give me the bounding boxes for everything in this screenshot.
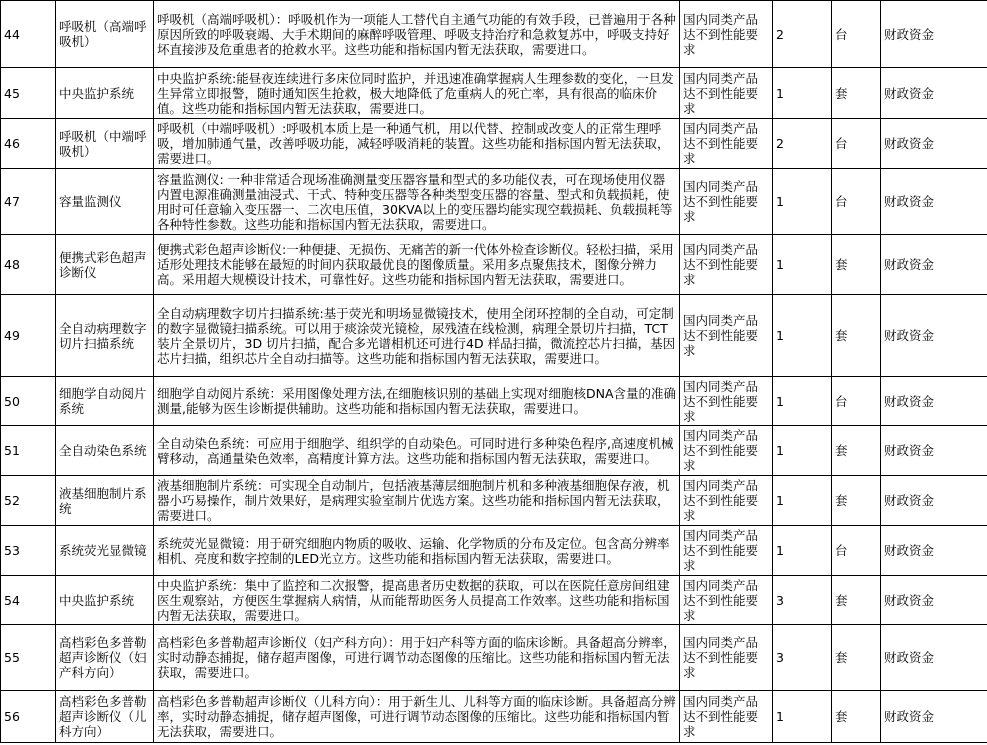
equipment-name: 便携式彩色超声诊断仪 <box>56 235 154 295</box>
unit: 套 <box>832 691 881 743</box>
quantity: 1 <box>773 235 832 295</box>
row-number: 55 <box>1 625 56 691</box>
quantity: 2 <box>773 119 832 169</box>
equipment-description: 中央监护系统：集中了监控和二次报警，提高患者历史数据的获取，可以在医院任意房间组建医生观察站，方便医生掌握病人病情，从而能帮助医务人员提高工作效率。这些功能和指标国内暂无法获取，需要进口。 <box>154 576 680 625</box>
quantity: 1 <box>773 426 832 476</box>
import-reason: 国内同类产品达不到性能要求 <box>680 1 773 68</box>
quantity: 2 <box>773 1 832 68</box>
unit: 套 <box>832 68 881 119</box>
import-reason: 国内同类产品达不到性能要求 <box>680 68 773 119</box>
table-row <box>1 169 987 235</box>
row-number: 52 <box>1 476 56 526</box>
fund-source: 财政资金 <box>881 426 987 476</box>
quantity: 1 <box>773 377 832 426</box>
row-number: 49 <box>1 295 56 377</box>
import-reason: 国内同类产品达不到性能要求 <box>680 691 773 743</box>
table-row <box>1 476 987 526</box>
equipment-name: 高档彩色多普勒超声诊断仪（儿科方向） <box>56 691 154 743</box>
unit: 套 <box>832 235 881 295</box>
quantity: 1 <box>773 526 832 576</box>
fund-source: 财政资金 <box>881 295 987 377</box>
equipment-name: 中央监护系统 <box>56 68 154 119</box>
table-row <box>1 377 987 426</box>
equipment-description: 呼吸机（中端呼吸机）:呼吸机本质上是一种通气机，用以代替、控制或改变人的正常生理呼吸，增加肺通气量，改善呼吸功能，减轻呼吸消耗的装置。这些功能和指标国内暂无法获取，需要进口。 <box>154 119 680 169</box>
table-row <box>1 426 987 476</box>
fund-source: 财政资金 <box>881 377 987 426</box>
table-row <box>1 119 987 169</box>
import-reason: 国内同类产品达不到性能要求 <box>680 169 773 235</box>
equipment-description: 中央监护系统:能昼夜连续进行多床位同时监护，并迅速准确掌握病人生理参数的变化，一旦发生异常立即报警，随时通知医生抢救，极大地降低了危重病人的死亡率，具有很高的临床价值。这些功能和指标国内暂无法获取，需要进口。 <box>154 68 680 119</box>
fund-source: 财政资金 <box>881 169 987 235</box>
row-number: 50 <box>1 377 56 426</box>
table-row <box>1 235 987 295</box>
row-number: 45 <box>1 68 56 119</box>
table-row <box>1 625 987 691</box>
table-row <box>1 576 987 625</box>
unit: 套 <box>832 476 881 526</box>
quantity: 1 <box>773 476 832 526</box>
import-reason: 国内同类产品达不到性能要求 <box>680 377 773 426</box>
import-reason: 国内同类产品达不到性能要求 <box>680 476 773 526</box>
import-reason: 国内同类产品达不到性能要求 <box>680 235 773 295</box>
equipment-name: 中央监护系统 <box>56 576 154 625</box>
fund-source: 财政资金 <box>881 68 987 119</box>
equipment-description: 全自动染色系统：可应用于细胞学、组织学的自动染色。可同时进行多种染色程序,高速度机械臂移动，高通量染色效率，高精度计算方法。这些功能和指标国内暂无法获取，需要进口。 <box>154 426 680 476</box>
equipment-name: 液基细胞制片系统 <box>56 476 154 526</box>
fund-source: 财政资金 <box>881 691 987 743</box>
table-row <box>1 691 987 743</box>
equipment-description: 液基细胞制片系统：可实现全自动制片，包括液基薄层细胞制片机和多种液基细胞保存液，机器小巧易操作，制片效果好，是病理实验室制片优选方案。这些功能和指标国内暂无法获取，需要进口。 <box>154 476 680 526</box>
unit: 台 <box>832 526 881 576</box>
unit: 台 <box>832 1 881 68</box>
table-body <box>1 1 987 743</box>
equipment-description: 高档彩色多普勒超声诊断仪（儿科方向）：用于新生儿、儿科等方面的临床诊断。具备超高分辨率，实时动静态捕捉，储存超声图像，可进行调节动态图像的压缩比。这些功能和指标国内暂无法获取，需要进口。 <box>154 691 680 743</box>
row-number: 51 <box>1 426 56 476</box>
row-number: 56 <box>1 691 56 743</box>
fund-source: 财政资金 <box>881 476 987 526</box>
fund-source: 财政资金 <box>881 576 987 625</box>
table-row <box>1 68 987 119</box>
equipment-name: 细胞学自动阅片系统 <box>56 377 154 426</box>
table-row <box>1 295 987 377</box>
fund-source: 财政资金 <box>881 119 987 169</box>
table-row <box>1 1 987 68</box>
equipment-description: 呼吸机（高端呼吸机）：呼吸机作为一项能人工替代自主通气功能的有效手段，已普遍用于各种原因所致的呼吸衰竭、大手术期间的麻醉呼吸管理、呼吸支持治疗和急救复苏中，呼吸支持好坏直接涉及危重患者的抢救水平。这些功能和指标国内暂无法获取，需要进口。 <box>154 1 680 68</box>
equipment-description: 全自动病理数字切片扫描系统:基于荧光和明场显微镜技术，使用全闭环控制的全自动，可定制的数字显微镜扫描系统。可以用于痰涂荧光镜检，尿残渣在线检测，病理全景切片扫描，TCT 装片全景切片，3D 切片扫描，配合多光谱相机还可进行4D 样品扫描，微流控芯片扫描，基因芯片扫描，组织芯片全自动扫描等。这些功能和指标国内暂无法获取，需要进口。 <box>154 295 680 377</box>
row-number: 44 <box>1 1 56 68</box>
unit: 台 <box>832 119 881 169</box>
fund-source: 财政资金 <box>881 235 987 295</box>
quantity: 3 <box>773 576 832 625</box>
row-number: 48 <box>1 235 56 295</box>
fund-source: 财政资金 <box>881 526 987 576</box>
row-number: 54 <box>1 576 56 625</box>
unit: 台 <box>832 377 881 426</box>
fund-source: 财政资金 <box>881 625 987 691</box>
fund-source: 财政资金 <box>881 1 987 68</box>
import-reason: 国内同类产品达不到性能要求 <box>680 295 773 377</box>
quantity: 1 <box>773 68 832 119</box>
import-reason: 国内同类产品达不到性能要求 <box>680 119 773 169</box>
import-reason: 国内同类产品达不到性能要求 <box>680 526 773 576</box>
equipment-name: 系统荧光显微镜 <box>56 526 154 576</box>
unit: 台 <box>832 169 881 235</box>
quantity: 1 <box>773 295 832 377</box>
row-number: 53 <box>1 526 56 576</box>
import-reason: 国内同类产品达不到性能要求 <box>680 625 773 691</box>
unit: 套 <box>832 295 881 377</box>
unit: 套 <box>832 625 881 691</box>
equipment-description: 系统荧光显微镜：用于研究细胞内物质的吸收、运输、化学物质的分布及定位。包含高分辨率相机、亮度和数字控制的LED光立方。这些功能和指标国内暂无法获取，需要进口。 <box>154 526 680 576</box>
unit: 套 <box>832 426 881 476</box>
equipment-name: 呼吸机（中端呼吸机） <box>56 119 154 169</box>
import-reason: 国内同类产品达不到性能要求 <box>680 426 773 476</box>
equipment-description: 高档彩色多普勒超声诊断仪（妇产科方向）：用于妇产科等方面的临床诊断。具备超高分辨率，实时动静态捕捉，储存超声图像，可进行调节动态图像的压缩比。这些功能和指标国内暂无法获取，需要进口。 <box>154 625 680 691</box>
import-reason: 国内同类产品达不到性能要求 <box>680 576 773 625</box>
equipment-description: 便携式彩色超声诊断仪:一种便捷、无损伤、无痛苦的新一代体外检查诊断仪。轻松扫描，采用适形处理技术能够在最短的时间内获取最优良的图像质量。采用多点聚焦技术，图像分辨力高。采用超大规模设计技术，可靠性好。这些功能和指标国内暂无法获取，需要进口。 <box>154 235 680 295</box>
quantity: 1 <box>773 169 832 235</box>
equipment-name: 高档彩色多普勒超声诊断仪（妇产科方向） <box>56 625 154 691</box>
quantity: 3 <box>773 625 832 691</box>
equipment-description: 细胞学自动阅片系统：采用图像处理方法,在细胞核识别的基础上实现对细胞核DNA含量的准确测量,能够为医生诊断提供辅助。这些功能和指标国内暂无法获取，需要进口。 <box>154 377 680 426</box>
table-row <box>1 526 987 576</box>
row-number: 47 <box>1 169 56 235</box>
equipment-description: 容量监测仪: 一种非常适合现场准确测量变压器容量和型式的多功能仪表，可在现场使用仪器内置电源准确测量油浸式、干式、特种变压器等各种类型变压器的容量、型式和负载损耗，使用时可任意输入变压器一、二次电压值，30KVA以上的变压器均能实现空载损耗、负载损耗等各种特性参数。这些功能和指标国内暂无法获取，需要进口。 <box>154 169 680 235</box>
quantity: 1 <box>773 691 832 743</box>
equipment-name: 呼吸机（高端呼吸机） <box>56 1 154 68</box>
equipment-name: 全自动染色系统 <box>56 426 154 476</box>
equipment-name: 全自动病理数字切片扫描系统 <box>56 295 154 377</box>
row-number: 46 <box>1 119 56 169</box>
equipment-name: 容量监测仪 <box>56 169 154 235</box>
unit: 套 <box>832 576 881 625</box>
